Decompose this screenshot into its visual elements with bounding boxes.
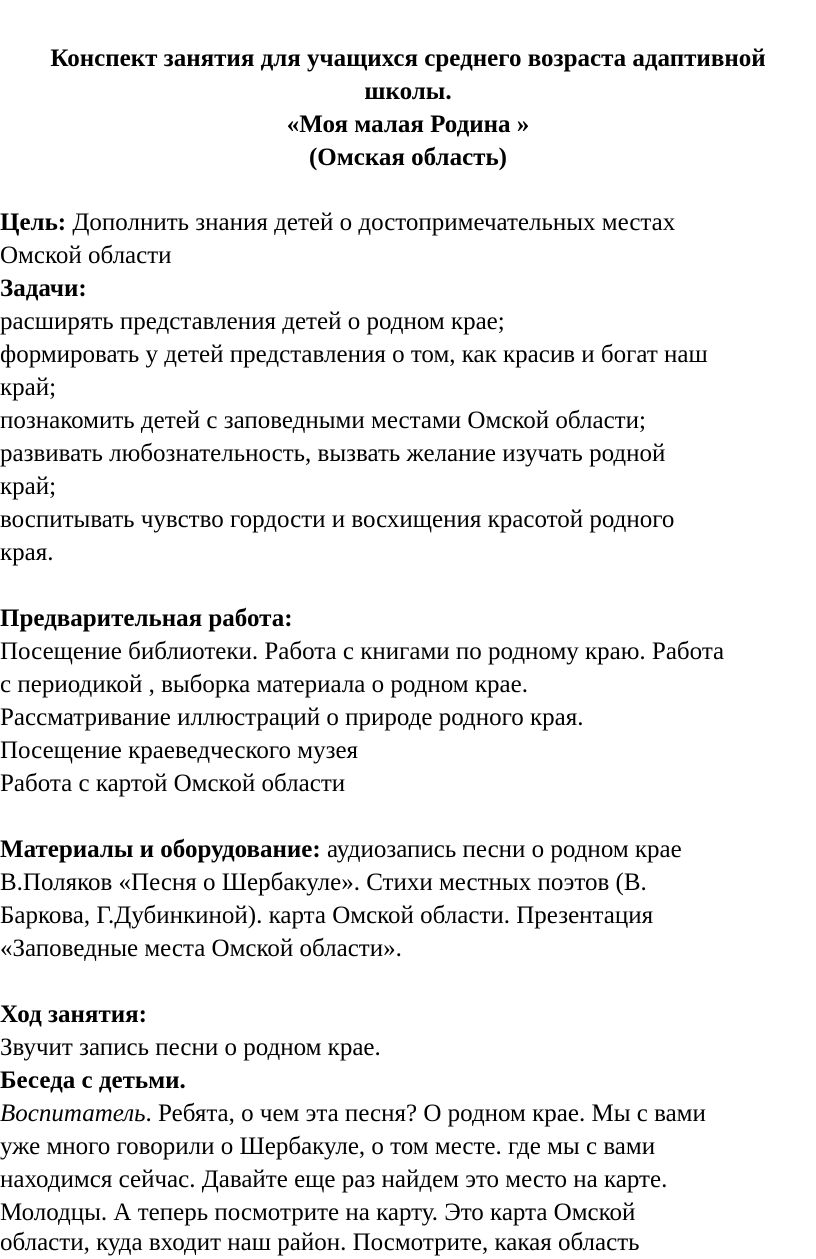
lesson-line: уже много говорили о Шербакуле, о том месте. где мы с вами xyxy=(0,1133,656,1160)
tasks-line: воспитывать чувство гордости и восхищения красотой родного xyxy=(0,506,675,533)
goal-label: Цель: xyxy=(0,209,67,236)
tasks-line: края. xyxy=(0,539,54,566)
goal-text-2: Омской области xyxy=(0,242,172,269)
lesson-line: находимся сейчас. Давайте еще раз найдем это место на карте. xyxy=(0,1166,668,1193)
materials-line: Баркова, Г.Дубинкиной). карта Омской области. Презентация xyxy=(0,902,654,929)
lesson-intro: Звучит запись песни о родном крае. xyxy=(0,1034,381,1061)
speaker-text: . Ребята, о чем эта песня? О родном крае. Мы с вами xyxy=(145,1100,706,1127)
talk-label: Беседа с детьми. xyxy=(0,1067,186,1094)
tasks-line: формировать у детей представления о том, как красив и богат наш xyxy=(0,341,708,368)
preliminary-line: Работа с картой Омской области xyxy=(0,770,346,797)
tasks-line: расширять представления детей о родном крае; xyxy=(0,308,505,335)
goal-line-1 xyxy=(0,206,675,239)
materials-label: Материалы и оборудование: xyxy=(0,836,321,863)
lesson-speaker-line xyxy=(0,1097,706,1130)
goal-text-1: Дополнить знания детей о достопримечательных местах xyxy=(66,209,676,236)
title-line-4: (Омская область) xyxy=(308,144,508,171)
materials-text: аудиозапись песни о родном крае xyxy=(320,836,682,863)
speaker-name: Воспитатель xyxy=(0,1100,146,1127)
lesson-line: Молодцы. А теперь посмотрите на карту. Это карта Омской xyxy=(0,1199,636,1226)
title-line-2: школы. xyxy=(364,78,452,105)
materials-line: В.Поляков «Песня о Шербакуле». Стихи местных поэтов (В. xyxy=(0,869,647,896)
preliminary-line: Посещение краеведческого музея xyxy=(0,737,359,764)
title-line-3: «Моя малая Родина » xyxy=(286,111,530,138)
preliminary-line: Посещение библиотеки. Работа с книгами по родному краю. Работа xyxy=(0,638,725,665)
preliminary-label: Предварительная работа: xyxy=(0,605,293,632)
lesson-line: области, куда входит наш район. Посмотрите, какая область xyxy=(0,1229,640,1256)
lesson-label: Ход занятия: xyxy=(0,1001,147,1028)
title-line-1: Конспект занятия для учащихся среднего возраста адаптивной xyxy=(50,45,766,72)
tasks-line: край; xyxy=(0,473,57,500)
materials-line: «Заповедные места Омской области». xyxy=(0,935,402,962)
tasks-line: познакомить детей с заповедными местами Омской области; xyxy=(0,407,646,434)
tasks-line: развивать любознательность, вызвать желание изучать родной xyxy=(0,440,666,467)
preliminary-line: с периодикой , выборка материала о родном крае. xyxy=(0,671,528,698)
tasks-label: Задачи: xyxy=(0,275,87,302)
materials-line-1 xyxy=(0,833,682,866)
tasks-line: край; xyxy=(0,374,57,401)
preliminary-line: Рассматривание иллюстраций о природе родного края. xyxy=(0,704,584,731)
